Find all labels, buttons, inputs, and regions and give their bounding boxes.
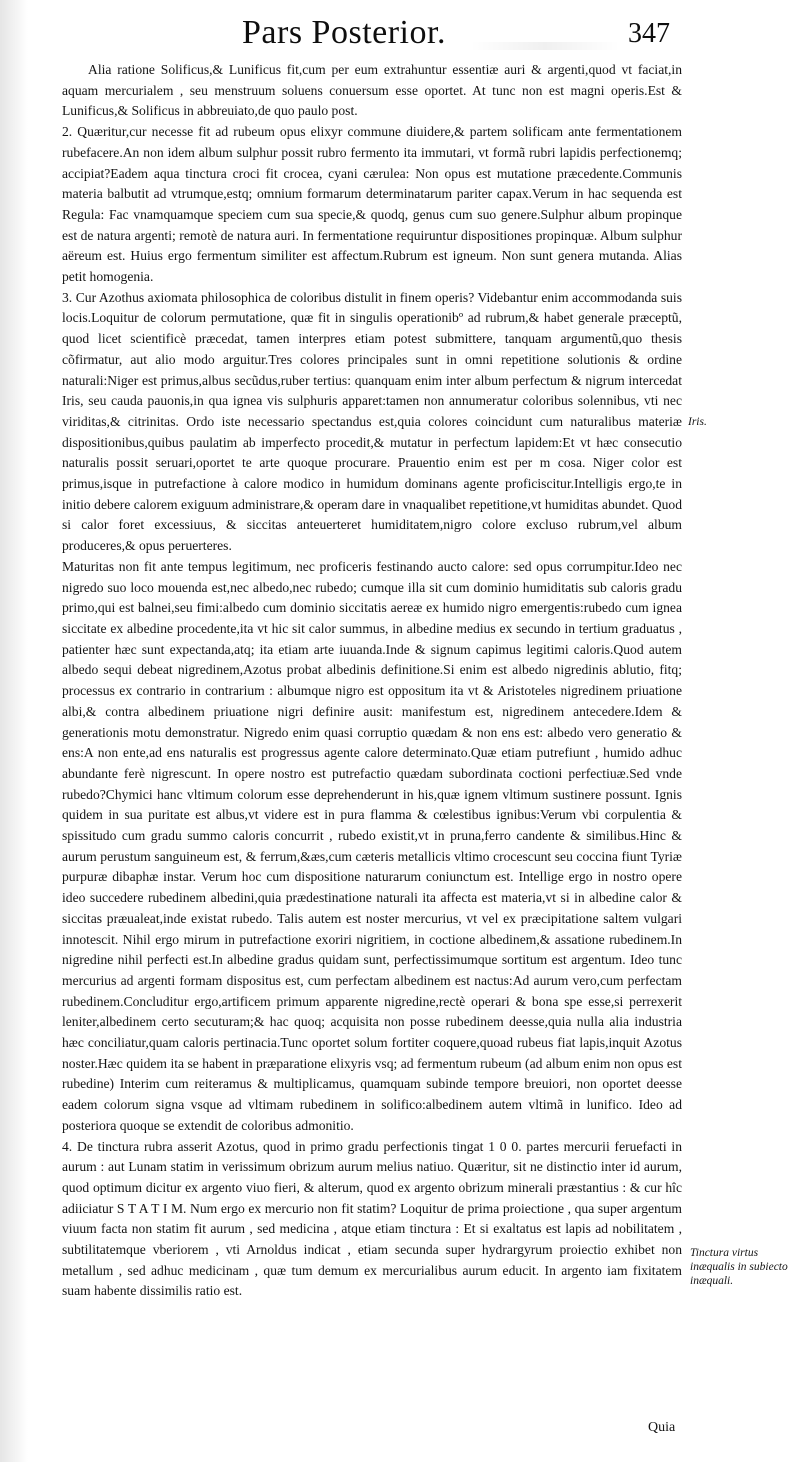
paragraph-5: 4. De tinctura rubra asserit Azotus, quod in primo gradu perfectionis tingat 1 0 0. partes mercurii feruefacti in aurum : aut Lunam statim in verissimum obrizum aurum melius natiuo. Quæritur, sit ne distinctio inter id aurum, quod optimum dicitur ex argento viuo fieri, & alterum, quod ex argento obrizum minerali præstantius : & cur hîc adiiciatur S T A T I M. Num ergo ex mercurio non fit statim? Loquitur de prima proiectione , qua super argentum viuum facta non statim fit aurum , sed medicina , atque etiam tinctura : Et si exaltatus est lapis ad nobilitatem , subtilitatemque vberiorem , vti Arnoldus indicat , etiam secunda super hydrargyrum proiectio exhibet non metallum , sed adhuc medicinam , quæ tum demum ex mercurialibus aurum educit. In argento iam fixitatem suam habente dissimilis ratio est. [62, 1138, 682, 1299]
paragraph-3: 3. Cur Azothus axiomata philosophica de coloribus distulit in finem operis? Videbantur enim accommodanda suis locis.Loquitur de colorum permutatione, quæ fit in singulis operationibº ad rubrum,& habet generale præceptũ, quod licet scientificè præcedat, tamen interpres etiam potest submittere, tanquam argumentũ,quo thesis cõfirmatur, aut alio modo arguitur.Tres colores principales sunt in omni repetitione solutionis & ordine naturali:Niger est primus,albus secũdus,ruber tertius: quanquam enim inter album perfectum & nigrum intercedat Iris, seu cauda pauonis,in qua ignea vis sulphuris apparet:tamen non annumeratur coloribus solennibus, vti nec viriditas,& citrinitas. Ordo iste necessario spectandus est,quia colores coincidunt cum naturalibus materiæ dispositionibus,quibus paulatim ab imperfecto procedit,& mutatur in perfectum lapidem:Et vt hæc consecutio naturalis possit seruari,oportet te arte quoque procurare. Prauentio enim est per m cosa. Niger color est primus,isque in putrefactione à calore modico in humidum dominans agente proficiscitur.Intelligis ergo,te in initio debere calorem exiguum administrare,& operam dare in vnaqualibet repetitione,vt humiditas abundet. Quod si calor foret excessiuus, & siccitas anteuerteret humiditatem,nigro colore excluso rubrum,vel album produceres,& opus peruerteres. [62, 289, 682, 554]
page-number: 347 [628, 18, 670, 49]
running-head [0, 14, 800, 60]
show-through-smudge [470, 42, 620, 50]
binding-shadow [0, 0, 28, 1462]
paragraph-2: 2. Quæritur,cur necesse fit ad rubeum opus elixyr commune diuidere,& partem solificam ante fermentationem rubefacere.An non idem album sulphur possit rubro fermento ita immutari, vt formã rubri lapidis perfectionemq; accipiat?Eadem aqua tinctura croci fit crocea, cyani cærulea: Non opus est mutatione præcedente.Communis materia balbutit ad vtrumque,estq; omnium formarum determinatarum pariter capax.Verum in hac sequenda est Regula: Fac vnamquamque speciem cum sua specie,& quodq, genus cum suo genere.Sulphur album propinque est de natura argenti; remotè de natura auri. In fermentatione requiruntur dispositiones propinquæ. Album sulphur aëreum est. Huius ergo fermentum similiter est affectum.Rubrum est igneum. Non sunt genera mutanda. Alias petit homogenia. [62, 124, 682, 285]
paragraph-1: Alia ratione Solificus,& Lunificus fit,cum per eum extrahuntur essentiæ auri & argenti,quod vt faciat,in aquam mercurialem , seu menstruum soluens conuersum esse oportet. At tunc non est magni operis.Est & Lunificus,& Solificus in abbreuiato,de quo paulo post. [62, 62, 682, 119]
margin-note-tinctura: Tinctura virtus inæqualis in subiecto inæquali. [690, 1247, 788, 1287]
margin-note-iris: Iris. [688, 416, 707, 428]
paragraph-4: Maturitas non fit ante tempus legitimum, nec proficeris festinando aucto calore: sed opus corrumpitur.Ideo nec nigredo suo loco mouenda est,nec albedo,nec rubedo; cumque illa sit cum dominio humiditatis sub caloris gradu primo,qui est balnei,seu fimi:albedo cum dominio siccitatis aereæ ex humido nigro emergentis:rubedo cum ignea siccitate ex albedine procedente,ita vt hic sit calor summus, in albedine medius ex secundo in tertium graduatus , patienter hæc sunt expectanda,atq; ita etiam arte iuuanda.Inde & signum capimus legitimi caloris.Quod autem albedo sequi debeat nigredinem,Azotus probat albedinis definitione.Si enim est albedo nigredinis ablutio, fitq; processus ex contrario in contrarium : albumque nigro est oppositum ita vt & Aristoteles nigredinem priuatione albi,& contra albedinem priuatione nigri definire ausit: manifestum est, nigredinem antecedere.Idem & generationis motu demonstratur. Nigredo enim quasi corruptio quædam & non ens est: albedo vero generatio & ens:A non ente,ad ens naturalis est progressus agente calore determinato.Quæ etiam putrefiunt , humido adhuc abundante ferè nigrescunt. In opere nostro est putrefactio quædam subordinata coctioni perfectiuæ.Sed vnde rubedo?Chymici hanc vltimum colorum esse deprehenderunt in his,quæ ignem vltimum sustinere possunt. Ignis quidem in sua puritate est albus,vt videre est in pura flamma & cœlestibus ignibus:Verum vbi corpulentia & spissitudo cum gradu summo caloris concurrit , rubedo existit,vt in pruna,ferro candente & similibus.Hinc & aurum perustum sanguineum est, & ferrum,&æs,cum cæteris metallicis vltimo crocescunt seu coccina fiunt Tyriæ purpuræ dibaphæ instar. Verum hoc cum dispositione naturarum coniunctum est. Intellige ergo in nostro opere ideo succedere rubedinem albedini,quia prædestinatione naturali ita affecta est materia,vt si in albedine calor & siccitas præualeat,inde existat rubedo. Talis autem est noster mercurius, vt vel ex præcipitatione saltem vulgari innotescit. Nihil ergo mirum in putrefactione exoriri nigritiem, in coctione albedinem,& assatione rubedinem.In nigredine nihil perfecti est.In albedine gradus quidam sunt, perfectissimumque sortitum est argentum. Ideo tunc mercurius ad argenti formam dispositus est, cum perfectam albedinem est nactus:Ad aurum vero,cum perfectam rubedinem.Concluditur ergo,artificem primum apparente nigredine,rectè operari & bona spe esse,si perrexerit leniter,albedinem certo secuturam;& hac quoq; acquisita non posse rubedinem deesse,quia nulla alia industria hæc conciliatur,quam caloris pertinacia.Tunc oportet solum fortiter coquere,quoad rubeus fiat lapis,inquit Azotus noster.Hæc quidem ita se habent in præparatione elixyris vsq; ad fermentum rubeum (ad album enim non opus est rubedine) Interim cum reiteramus & multiplicamus, quamquam subinde tempore breuiori, non oportet deesse eadem colorum signa vsque ad vltimam rubedinem in solifico:albedinem autem vltimã in lunifico. Ideo ad posteriora quoque se extendit de coloribus admonitio. [62, 558, 682, 1133]
body-text [62, 60, 682, 1302]
catchword: Quia [648, 1420, 676, 1435]
running-title: Pars Posterior. [242, 14, 446, 51]
